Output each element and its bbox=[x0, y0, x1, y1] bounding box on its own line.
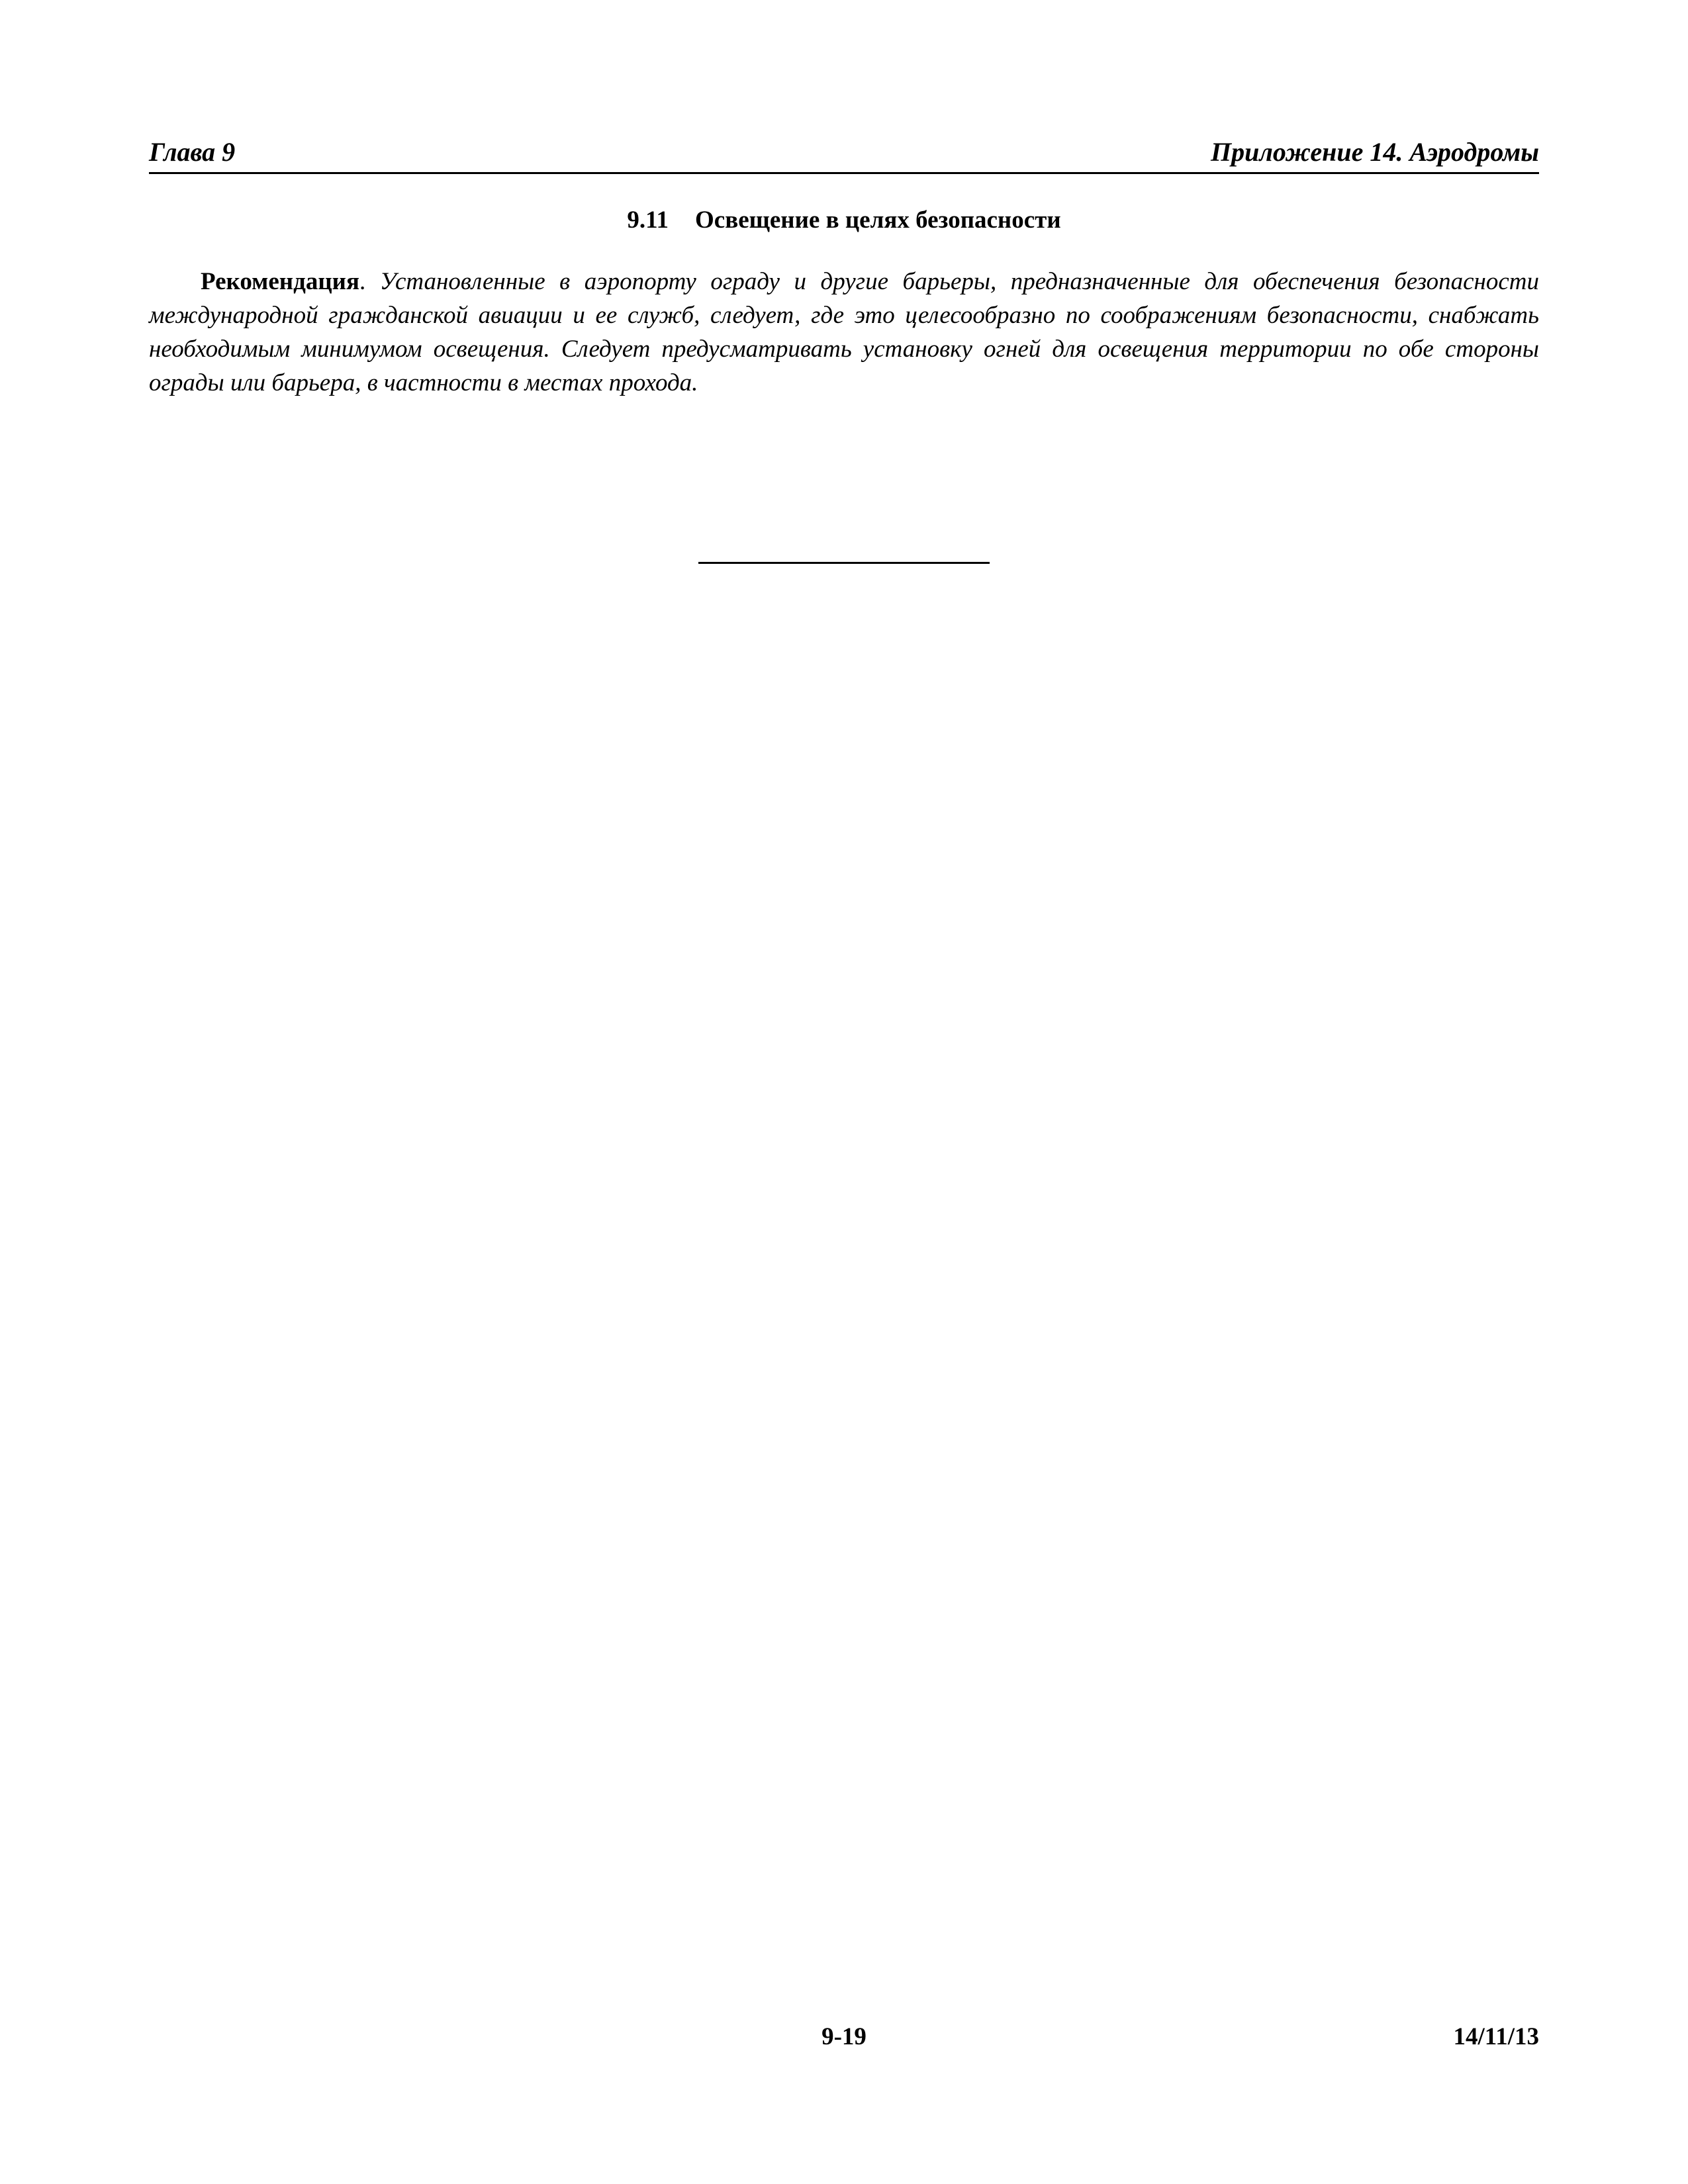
page-date: 14/11/13 bbox=[1453, 2023, 1539, 2050]
recommendation-separator: . bbox=[359, 268, 380, 295]
annex-title: Приложение 14. Аэродромы bbox=[1210, 137, 1539, 167]
recommendation-paragraph bbox=[149, 265, 1539, 400]
section-end-rule bbox=[698, 562, 990, 564]
section-number: 9.11 bbox=[627, 206, 669, 234]
page-number: 9-19 bbox=[821, 2023, 867, 2050]
section-title: Освещение в целях безопасности bbox=[695, 206, 1061, 234]
chapter-label: Глава 9 bbox=[149, 137, 236, 167]
recommendation-text: Установленные в аэропорту ограду и другие барьеры, предназначенные для обеспечения безопасности международной гражданской авиации и ее служб, следует, где это целесообразно по соображениям безопасности, снабжать необходимым минимумом освещения. Следует предусматривать установку огней для освещения территории по обе стороны ограды или барьера, в частности в местах прохода. bbox=[149, 268, 1539, 396]
recommendation-label: Рекомендация bbox=[201, 268, 359, 295]
page-header bbox=[149, 132, 1539, 174]
section-heading bbox=[149, 204, 1539, 237]
